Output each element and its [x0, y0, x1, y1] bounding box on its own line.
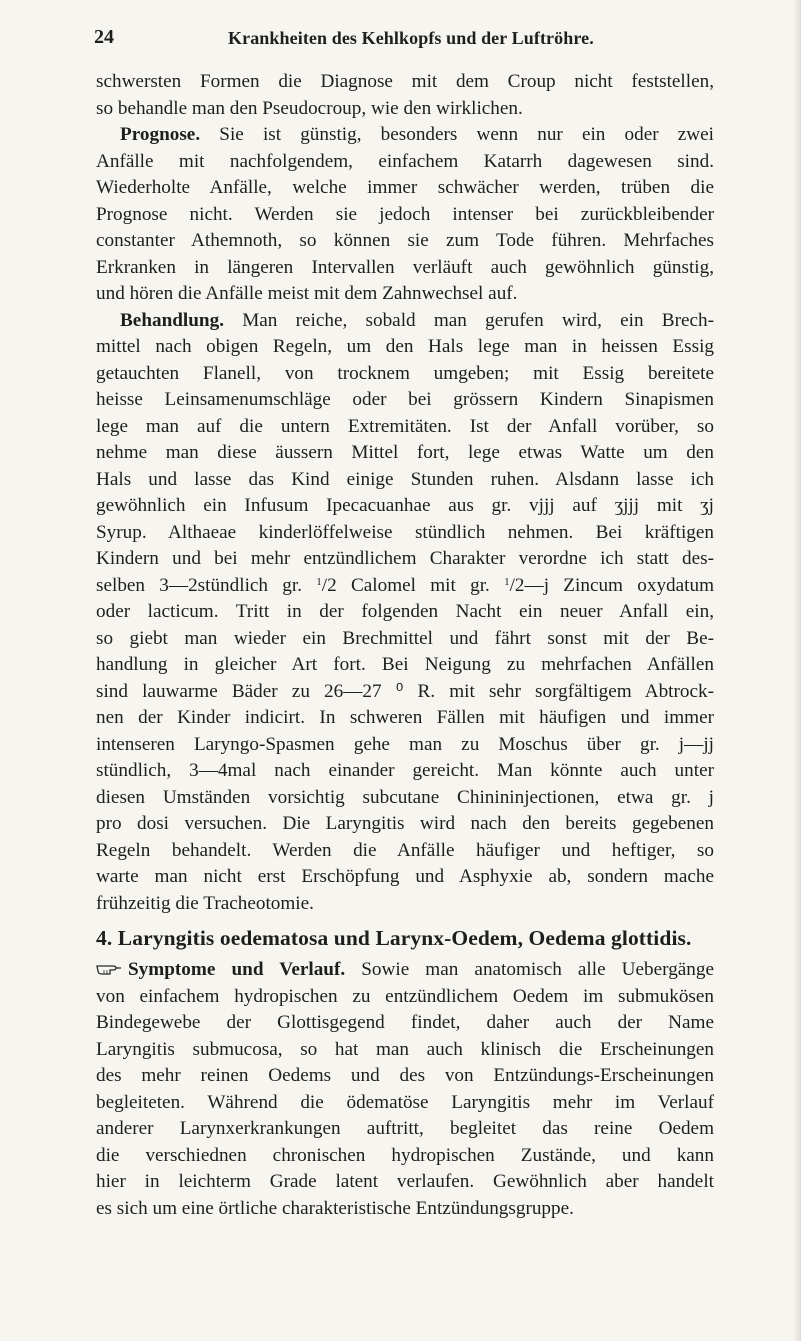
- page-header: [94, 26, 714, 56]
- text-line: es sich um eine örtliche charakteristische Entzündungsgruppe.: [96, 1197, 574, 1219]
- page-number: 24: [94, 26, 114, 48]
- paragraph-lead-behandlung: Behandlung.: [120, 309, 224, 331]
- text-line: mittel nach obigen Regeln, um den Hals lege man in heissen Essig: [96, 336, 714, 357]
- text-line: die verschiednen chronischen hydropischen Zustände, und kann: [96, 1144, 714, 1166]
- text-run: Man reiche, sobald man gerufen wird, ein Brech-: [242, 309, 715, 331]
- text-line: [96, 957, 714, 984]
- text-line: so giebt man wieder ein Brechmittel und fährt sonst mit der Be-: [96, 627, 714, 649]
- page-edge-shadow: [793, 0, 801, 1341]
- text-line: getauchten Flanell, von trocknem umgeben; mit Essig bereitete: [96, 362, 714, 384]
- text-run: /2 Calomel mit gr.: [321, 574, 505, 596]
- text-run: Sie ist günstig, besonders wenn nur ein oder zwei: [219, 124, 715, 145]
- text-run: Sowie man anatomisch alle Uebergänge: [361, 959, 715, 980]
- text-line: Wiederholte Anfälle, welche immer schwächer werden, trüben die: [96, 177, 714, 198]
- text-line: handlung in gleicher Art fort. Bei Neigung zu mehrfachen Anfällen: [96, 654, 714, 675]
- text-line: gewöhnlich ein Infusum Ipecacuanhae aus gr. vjjj auf ʒjjj mit ʒj: [96, 495, 714, 516]
- text-line: Anfälle mit nachfolgendem, einfachem Katarrh dagewesen sind.: [96, 150, 714, 172]
- text-line: und hören die Anfälle meist mit dem Zahnwechsel auf.: [96, 283, 518, 304]
- body-text: [96, 69, 714, 1222]
- section-heading: 4. Laryngitis oedematosa und Larynx-Oedem, Oedema glottidis.: [96, 926, 692, 950]
- text-line: nen der Kinder indicirt. In schweren Fällen mit häufigen und immer: [96, 707, 714, 728]
- text-line: oder lacticum. Tritt in der folgenden Nacht ein neuer Anfall ein,: [96, 601, 714, 622]
- text-line: des mehr reinen Oedems und des von Entzündungs-Erscheinungen: [96, 1065, 714, 1086]
- text-run: selben 3—2stündlich gr.: [96, 574, 317, 596]
- text-line: diesen Umständen vorsichtig subcutane Chinininjectionen, etwa gr. j: [96, 786, 714, 808]
- text-line: Erkranken in längeren Intervallen verläuft auch gewöhnlich günstig,: [96, 256, 714, 278]
- text-line: pro dosi versuchen. Die Laryngitis wird nach den bereits gegebenen: [96, 813, 714, 834]
- text-line: constanter Athemnoth, so können sie zum Tode führen. Mehrfaches: [96, 230, 714, 251]
- fraction-numerator: 1: [316, 575, 322, 588]
- text-line: Regeln behandelt. Werden die Anfälle häufiger und heftiger, so: [96, 839, 714, 861]
- text-line: von einfachem hydropischen zu entzündlichem Oedem im submukösen: [96, 985, 714, 1007]
- text-line: frühzeitig die Tracheotomie.: [96, 892, 314, 914]
- text-line: so behandle man den Pseudocroup, wie den wirklichen.: [96, 97, 523, 119]
- text-line: begleiteten. Während die ödematöse Laryngitis mehr im Verlauf: [96, 1091, 714, 1113]
- fraction-numerator: 1: [504, 575, 510, 588]
- text-line: sind lauwarme Bäder zu 26—27 ⁰ R. mit sehr sorgfältigem Abtrock-: [96, 680, 714, 702]
- text-line: [96, 308, 714, 335]
- text-line: Kindern und bei mehr entzündlichem Charakter verordne ich statt des-: [96, 548, 714, 569]
- text-line: nehme man diese äussern Mittel fort, lege etwas Watte um den: [96, 442, 714, 463]
- text-line: [96, 573, 714, 600]
- text-line: Bindegewebe der Glottisgegend findet, daher auch der Name: [96, 1012, 714, 1033]
- text-line: stündlich, 3—4mal nach einander gereicht. Man könnte auch unter: [96, 760, 714, 781]
- text-run: /2—j Zincum oxydatum: [509, 574, 714, 596]
- pointing-hand-icon: [96, 962, 122, 976]
- text-line: Syrup. Althaeae kinderlöffelweise stündlich nehmen. Bei kräftigen: [96, 521, 714, 543]
- text-line: anderer Larynxerkrankungen auftritt, begleitet das reine Oedem: [96, 1118, 714, 1139]
- paragraph-lead-symptome: Symptome und Verlauf.: [128, 959, 346, 980]
- paragraph-lead-prognose: Prognose.: [120, 124, 201, 145]
- text-line: intenseren Laryngo-Spasmen gehe man zu Moschus über gr. j—jj: [96, 733, 714, 755]
- text-line: heisse Leinsamenumschläge oder bei grössern Kindern Sinapismen: [96, 389, 714, 410]
- text-line: [96, 122, 714, 149]
- text-line: Laryngitis submucosa, so hat man auch klinisch die Erscheinungen: [96, 1038, 714, 1060]
- text-line: hier in leichterm Grade latent verlaufen. Gewöhnlich aber handelt: [96, 1171, 714, 1192]
- text-line: warte man nicht erst Erschöpfung und Asphyxie ab, sondern mache: [96, 866, 714, 887]
- text-line: lege man auf die untern Extremitäten. Ist der Anfall vorüber, so: [96, 415, 714, 437]
- text-line: Hals und lasse das Kind einige Stunden ruhen. Alsdann lasse ich: [96, 468, 714, 490]
- text-line: schwersten Formen die Diagnose mit dem Croup nicht feststellen,: [96, 71, 714, 92]
- running-title: Krankheiten des Kehlkopfs und der Luftröhre.: [228, 28, 594, 48]
- text-line: Prognose nicht. Werden sie jedoch intenser bei zurückbleibender: [96, 203, 714, 225]
